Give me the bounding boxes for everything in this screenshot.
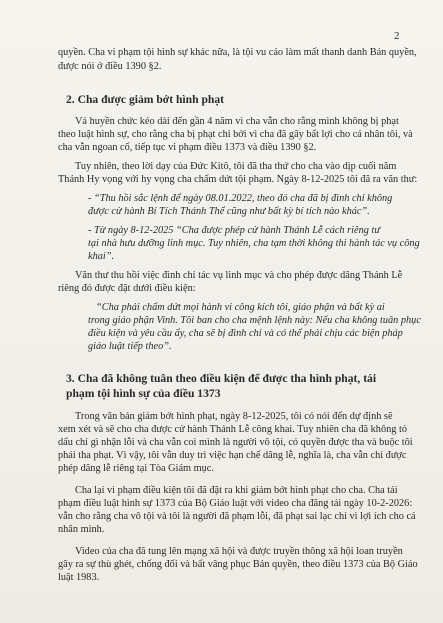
- s3-p1-line-2: xem xét và sẽ cho cha được cử hành Thánh Lễ công khai. Tuy nhiên cha đã không tỏ: [58, 424, 407, 435]
- s2-quote-2-line-3: khai”.: [88, 251, 115, 262]
- s3-p2-line-2: phạm điều luật hình sự 1373 của Bộ Giáo luật với video cha đăng tải ngày 10-2-2026:: [58, 498, 413, 509]
- s2-quote-3-line-2: trong giáo phận Vinh. Tôi ban cho cha mệnh lệnh này: Nếu cha không tuân phục: [88, 315, 421, 326]
- s2-p2-line-2: Thánh Hy vọng với hy vọng cha chấm dứt tội phạm. Ngày 8-12-2025 tôi đã ra văn thư:: [58, 174, 418, 185]
- s2-p3-line-2: riêng đó được đặt dưới điều kiện:: [58, 283, 196, 294]
- intro-line-1: quyền. Cha vi phạm tội hình sự khác nữa, là tội vu cáo làm mất thanh danh Bản quyền,: [58, 47, 417, 58]
- s2-quote-3-line-4: giáo luật tiếp theo”.: [88, 341, 172, 352]
- s3-p2-line-4: nhân mình.: [58, 524, 105, 535]
- s3-p1-line-4: phải tha phạt. Vì vậy, tôi vẫn duy trì việc hạn chế dâng lễ, nghĩa là, cha vẫn chỉ được: [58, 450, 407, 461]
- s3-p3-line-1: Video của cha đã tung lên mạng xã hội và được truyền thông xã hội loan truyền: [75, 546, 403, 557]
- s3-p2-line-1: Cha lại vi phạm điều kiện tôi đã đặt ra khi giảm bớt hình phạt cho cha. Cha tái: [75, 485, 398, 496]
- s2-quote-3-line-3: điều kiện và yêu cầu ấy, cha sẽ bị đình chỉ và có thể phải chịu các biện pháp: [88, 328, 403, 339]
- s3-p3-line-2: gây ra sự thù ghét, chống đối và bất vâng phục Bản quyền, theo điều 1373 của Bộ Giáo: [58, 559, 418, 570]
- s3-p2-line-3: vẫn cho rằng cha vô tội và tôi là người đã phạm lỗi, đã phạt sai lạc chỉ vì lợi ích cho cá: [58, 511, 416, 522]
- s2-quote-2-line-2: tại nhà hưu dưỡng linh mục. Tuy nhiên, cha tạm thời không thi hành tác vụ công: [88, 238, 420, 249]
- s2-quote-1-line-2: được cử hành Bí Tích Thánh Thể cũng như bất kỳ bí tích nào khác”.: [88, 206, 370, 217]
- page-number: 2: [394, 30, 400, 42]
- s2-p1-line-2: theo luật hình sự, cho rằng cha bị phạt chỉ bởi vì cha đã gây bất lợi cho cá nhân tôi, và: [58, 129, 413, 140]
- section-3-heading-line-1: 3. Cha đã không tuân theo điều kiện để được tha hình phạt, tái: [66, 372, 377, 385]
- s2-p1-line-1: Vả huyền chức kéo dài đến gần 4 năm vì cha vẫn cho rằng mình không bị phạt: [75, 116, 399, 127]
- s2-p3-line-1: Văn thư thu hồi việc đình chỉ tác vụ linh mục và cho phép được dâng Thánh Lễ: [75, 270, 403, 281]
- s3-p1-line-1: Trong văn bản giảm bớt hình phạt, ngày 8-12-2025, tôi có nói đến dự định sẽ: [75, 411, 393, 422]
- section-3-heading-line-2: phạm tội hình sự của điều 1373: [66, 387, 221, 400]
- s2-quote-1-line-1: - “Thu hồi sắc lệnh để ngày 08.01.2022, theo đó cha đã bị đình chỉ không: [88, 193, 393, 204]
- s3-p3-line-3: luật 1983.: [58, 572, 100, 583]
- section-2-heading: 2. Cha được giảm bớt hình phạt: [66, 93, 224, 106]
- s2-p1-line-3: cha vẫn ngoan cố, tiếp tục vi phạm điều 1373 và điều 1390 §2.: [58, 142, 317, 153]
- s2-quote-3-line-1: “Cha phải chấm dứt mọi hành vi công kích tôi, giáo phận và bất kỳ ai: [96, 302, 385, 313]
- s2-p2-line-1: Tuy nhiên, theo lời dạy của Đức Kitô, tôi đã tha thứ cho cha vào dịp cuối năm: [75, 161, 397, 172]
- s3-p1-line-5: phép dâng lễ riêng tại Tòa Giám mục.: [58, 463, 214, 474]
- s2-quote-2-line-1: - Từ ngày 8-12-2025 “Cha được phép cử hành Thánh Lễ cách riêng tư: [88, 225, 380, 236]
- intro-line-2: được nói ở điều 1390 §2.: [58, 61, 162, 72]
- s3-p1-line-3: dấu chỉ gì nhận lỗi và cha vẫn coi mình là người vô tội, có quyền được tha và buộc tôi: [58, 437, 413, 448]
